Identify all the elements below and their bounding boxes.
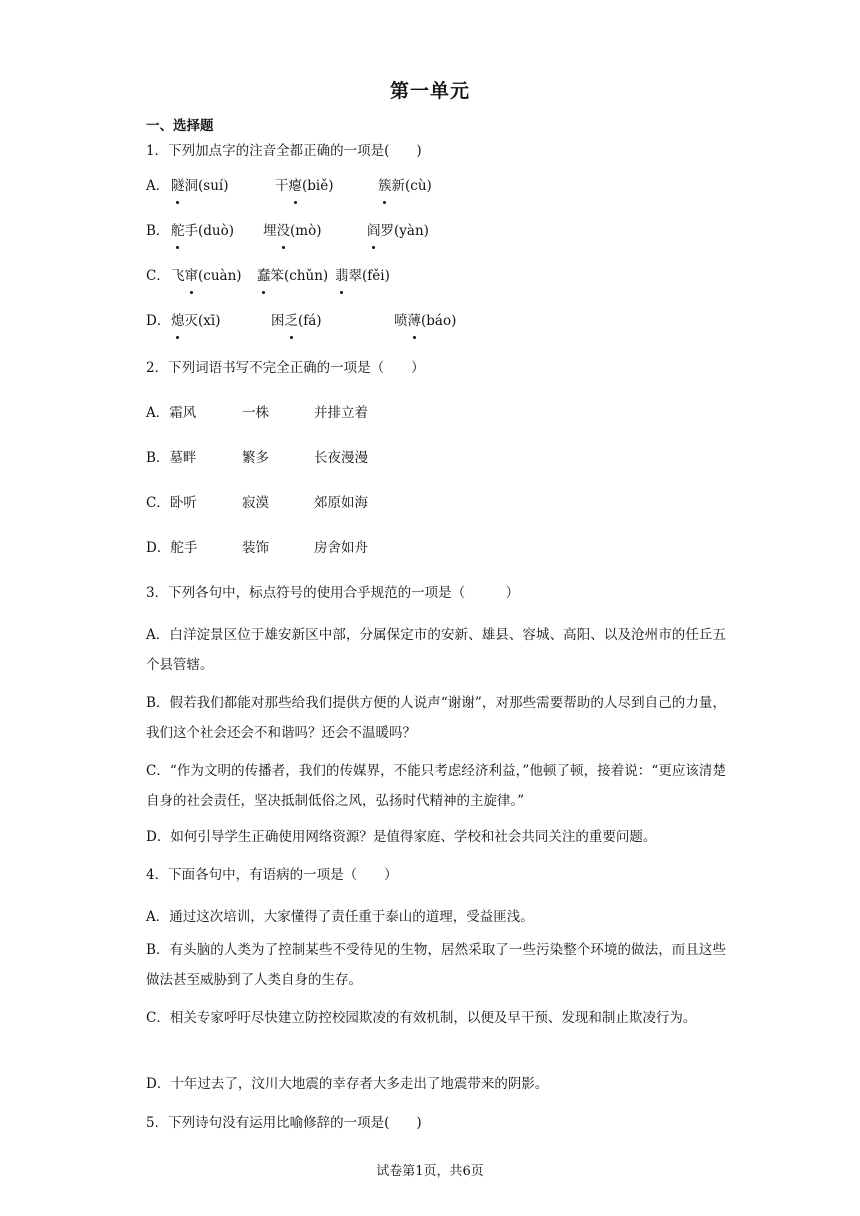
option-label: D． [146,313,171,329]
option-word-1: C．卧听 [146,495,197,511]
question-3-option-b: B．假若我们都能对那些给我们提供方便的人说声“谢谢”，对那些需要帮助的人尽到自己的力量，我们这个社会还会不和谐吗？还会不温暖吗？ [146,695,726,741]
question-4-option-c: C．相关专家呼吁尽快建立防控校园欺凌的有效机制，以便及早干预、发现和制止欺凌行为。 [146,1010,697,1026]
option-word-2: 一株 [242,405,269,421]
option-word-3: 并排立着 [314,405,368,421]
page-footer: 试卷第1页，共6页 [376,1164,484,1179]
option-word-1: 飞窜(cuàn) [171,261,242,291]
option-word-3: 翡翠(fěi) [335,261,390,291]
option-word-2: 埋没(mò) [263,216,321,246]
option-word-3: 喷薄(báo) [394,306,456,336]
option-label: A． [146,178,170,194]
option-word-2: 寂漠 [242,495,269,511]
option-word-1: D．舵手 [146,540,198,556]
question-2-stem: 2．下列词语书写不完全正确的一项是（ ） [146,360,425,376]
question-3-stem: 3．下列各句中，标点符号的使用合乎规范的一项是（ ） [146,585,520,601]
question-3-option-d: D．如何引导学生正确使用网络资源？是值得家庭、学校和社会共同关注的重要问题。 [146,829,657,845]
question-3-option-a: A．白洋淀景区位于雄安新区中部，分属保定市的安新、雄县、容城、高阳、以及沧州市的任丘五个县管辖。 [146,627,726,673]
option-word-2: 蠢笨(chǔn) [257,261,328,291]
option-word-3: 房舍如舟 [314,540,368,556]
option-label: B． [146,223,170,239]
question-4-option-d: D．十年过去了，汶川大地震的幸存者大多走出了地震带来的阴影。 [146,1076,549,1092]
option-word-3: 郊原如海 [314,495,368,511]
question-3-option-c: C．“作为文明的传播者，我们的传媒界，不能只考虑经济利益，”他顿了顿，接着说：“更应该清楚自身的社会责任，坚决抵制低俗之风，弘扬时代精神的主旋律。” [146,763,726,809]
question-4-stem: 4．下面各句中，有语病的一项是（ ） [146,867,398,883]
option-word-3: 阎罗(yàn) [367,216,429,246]
question-4-option-b: B．有头脑的人类为了控制某些不受待见的生物，居然采取了一些污染整个环境的做法，而且这些做法甚至威胁到了人类自身的生存。 [146,942,726,988]
question-5-stem: 5．下列诗句没有运用比喻修辞的一项是( ) [146,1115,422,1131]
question-4-option-a: A．通过这次培训，大家懂得了责任重于泰山的道理，受益匪浅。 [146,909,534,925]
option-word-1: 舵手(duò) [171,216,234,246]
option-word-1: 隧洞(suí) [171,171,228,201]
page-title: 第一单元 [389,80,470,102]
option-word-1: B．墓畔 [146,450,197,466]
option-word-1: 熄灭(xī) [171,306,220,336]
option-word-2: 干瘪(biě) [275,171,333,201]
option-label: C． [146,268,170,284]
option-word-2: 装饰 [242,540,269,556]
option-word-3: 长夜漫漫 [314,450,368,466]
option-word-3: 簇新(cù) [378,171,432,201]
option-word-2: 困乏(fá) [271,306,322,336]
option-word-1: A．霜风 [146,405,197,421]
section-heading: 一、选择题 [146,118,214,134]
option-word-2: 繁多 [242,450,269,466]
question-1-stem: 1．下列加点字的注音全都正确的一项是( ) [146,143,422,159]
